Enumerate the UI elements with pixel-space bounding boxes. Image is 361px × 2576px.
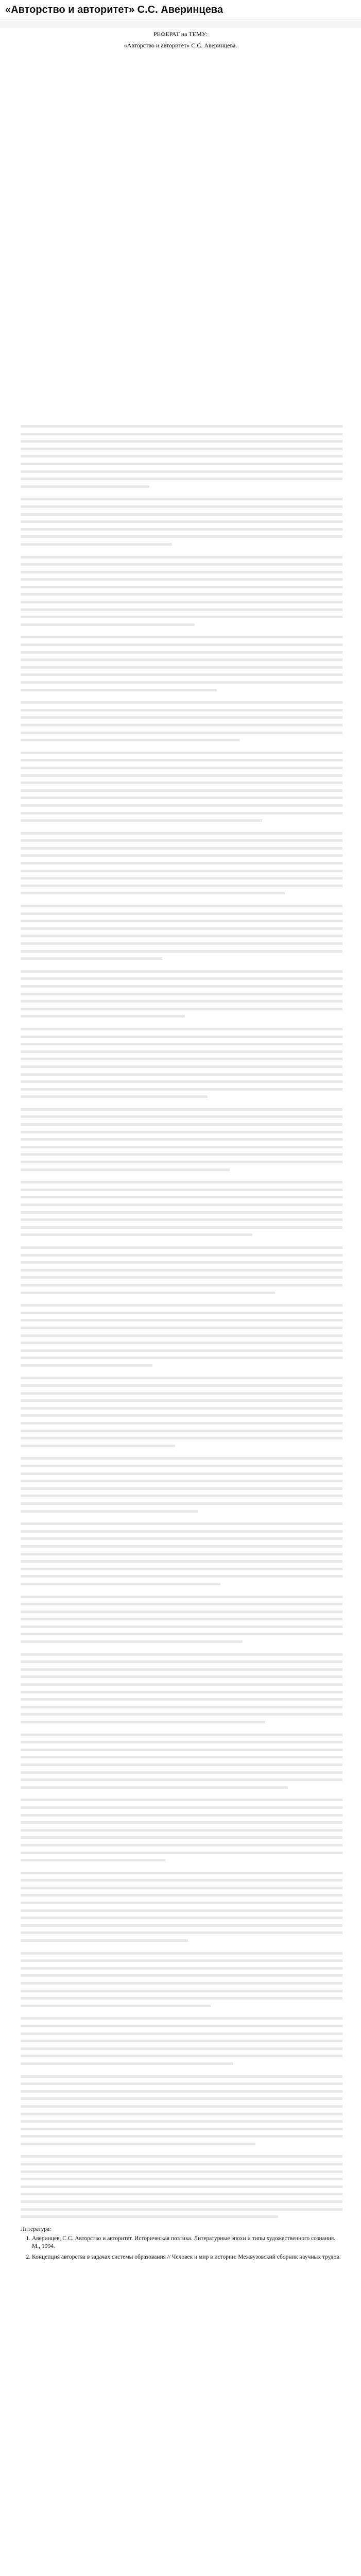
body-line xyxy=(21,1914,342,1922)
body-paragraph xyxy=(21,1731,342,1791)
body-line xyxy=(21,817,262,824)
body-line xyxy=(21,1316,342,1324)
body-line xyxy=(21,649,342,656)
body-line xyxy=(21,1957,342,1964)
body-line xyxy=(21,1354,342,1362)
body-line xyxy=(21,1454,342,1462)
body-line xyxy=(21,598,342,606)
body-line xyxy=(21,1950,342,1957)
body-line xyxy=(21,2168,342,2176)
body-line xyxy=(21,1718,265,1726)
body-line xyxy=(21,1979,342,1987)
body-line xyxy=(21,1055,342,1063)
body-line xyxy=(21,1186,342,1194)
body-line xyxy=(21,1738,342,1746)
body-line xyxy=(21,882,342,890)
body-line xyxy=(21,1143,342,1151)
body-line xyxy=(21,902,342,910)
body-line xyxy=(21,1136,342,1143)
body-line xyxy=(21,1630,342,1638)
body-line xyxy=(21,1251,342,1259)
body-line xyxy=(21,1987,342,1995)
body-paragraph xyxy=(21,1651,342,1726)
body-line xyxy=(21,940,342,947)
body-line xyxy=(21,1543,342,1550)
body-line xyxy=(21,1274,342,1281)
body-line xyxy=(21,641,342,649)
body-line xyxy=(21,889,285,897)
body-line xyxy=(21,714,342,721)
body-paragraph xyxy=(21,1106,342,1173)
body-line xyxy=(21,1507,198,1515)
body-line xyxy=(21,2060,233,2067)
body-paragraph xyxy=(21,1454,342,1515)
body-paragraph xyxy=(21,1178,342,1239)
body-line xyxy=(21,1093,208,1100)
body-line xyxy=(21,1528,342,1535)
body-line xyxy=(21,1025,342,1033)
body-line xyxy=(21,2037,342,2045)
body-line xyxy=(21,664,342,671)
body-line xyxy=(21,621,195,629)
body-line xyxy=(21,445,342,453)
body-line xyxy=(21,2088,342,2095)
body-line xyxy=(21,1891,342,1899)
body-line xyxy=(21,1731,342,1739)
body-line xyxy=(21,2198,342,2206)
body-line xyxy=(21,1929,342,1937)
body-line xyxy=(21,1876,342,1884)
document-body xyxy=(21,422,342,2264)
body-line xyxy=(21,1301,342,1309)
body-line xyxy=(21,975,342,982)
body-line xyxy=(21,1804,342,1811)
body-line xyxy=(21,1374,342,1382)
body-line xyxy=(21,1412,342,1419)
body-line xyxy=(21,452,342,460)
top-band xyxy=(0,21,361,28)
body-line xyxy=(21,809,342,817)
body-line xyxy=(21,1224,342,1231)
body-line xyxy=(21,2213,278,2221)
body-line xyxy=(21,756,342,764)
body-line xyxy=(21,1696,342,1703)
body-line xyxy=(21,1658,342,1666)
body-line xyxy=(21,1811,342,1819)
body-line xyxy=(21,1005,342,1013)
body-line xyxy=(21,1937,188,1944)
body-line xyxy=(21,1434,342,1442)
body-line xyxy=(21,1666,342,1673)
body-line xyxy=(21,1477,342,1485)
body-line xyxy=(21,1841,342,1849)
body-paragraph xyxy=(21,422,342,490)
body-paragraph xyxy=(21,2014,342,2067)
literature-item: 2. Концепция авторства в задачах системы образования // Человек и мир в истории: Межвузовский сборник научных трудов. xyxy=(32,2253,342,2261)
body-line xyxy=(21,947,342,955)
body-line xyxy=(21,656,342,664)
body-paragraph xyxy=(21,633,342,693)
body-paragraph xyxy=(21,2073,342,2148)
body-line xyxy=(21,1397,342,1404)
body-line xyxy=(21,1869,342,1877)
body-paragraph xyxy=(21,1950,342,2010)
body-line xyxy=(21,1389,342,1397)
body-line xyxy=(21,553,342,561)
body-paragraph xyxy=(21,749,342,824)
body-line xyxy=(21,859,342,867)
body-line xyxy=(21,1884,342,1892)
body-paragraph xyxy=(21,1520,342,1587)
body-line xyxy=(21,764,342,772)
body-line xyxy=(21,787,342,794)
body-line xyxy=(21,460,342,468)
body-line xyxy=(21,706,342,714)
body-line xyxy=(21,1500,342,1507)
body-line xyxy=(21,1128,342,1136)
body-line xyxy=(21,1259,342,1266)
body-line xyxy=(21,1071,342,1078)
body-line xyxy=(21,1209,342,1216)
body-line xyxy=(21,533,342,540)
body-line xyxy=(21,837,342,844)
body-line xyxy=(21,917,342,925)
body-line xyxy=(21,1442,175,1450)
body-line xyxy=(21,1427,342,1435)
body-line xyxy=(21,932,342,940)
body-line xyxy=(21,1994,342,2002)
body-line xyxy=(21,1651,342,1658)
literature-item: 1. Аверинцев, С.С. Авторство и авторитет. Историческая поэтика. Литературные эпохи и типы художественного сознания. М., 1994. xyxy=(32,2235,342,2250)
body-line xyxy=(21,990,342,998)
body-line xyxy=(21,1324,342,1332)
body-line xyxy=(21,2103,342,2110)
body-line xyxy=(21,925,342,933)
body-line xyxy=(21,1332,342,1340)
body-line xyxy=(21,475,342,483)
body-paragraph xyxy=(21,968,342,1020)
body-paragraph xyxy=(21,829,342,897)
body-line xyxy=(21,613,342,621)
body-line xyxy=(21,829,342,837)
body-line xyxy=(21,779,342,787)
body-line xyxy=(21,1972,342,1979)
body-paragraph xyxy=(21,2153,342,2220)
body-line xyxy=(21,1565,342,1573)
body-line xyxy=(21,1710,342,1718)
body-line xyxy=(21,802,342,809)
body-paragraph xyxy=(21,1374,342,1449)
body-line xyxy=(21,1178,342,1186)
body-line xyxy=(21,1703,342,1711)
body-line xyxy=(21,1404,342,1412)
body-line xyxy=(21,1266,342,1274)
body-line xyxy=(21,1753,342,1761)
body-line xyxy=(21,1776,342,1784)
body-line xyxy=(21,1608,342,1616)
body-paragraph xyxy=(21,699,342,744)
body-line xyxy=(21,1623,342,1631)
body-line xyxy=(21,2095,342,2103)
body-line xyxy=(21,2002,211,2010)
body-line xyxy=(21,2140,255,2148)
body-line xyxy=(21,1289,275,1297)
body-line xyxy=(21,2110,342,2118)
body-line xyxy=(21,483,149,490)
body-line xyxy=(21,1106,342,1113)
body-line xyxy=(21,874,342,882)
literature-title: Литература: xyxy=(21,2226,51,2232)
literature-list xyxy=(21,2235,342,2261)
body-line xyxy=(21,526,342,533)
body-line xyxy=(21,1201,342,1209)
body-line xyxy=(21,1907,342,1914)
body-line xyxy=(21,633,342,641)
body-line xyxy=(21,955,162,962)
body-line xyxy=(21,1600,342,1608)
body-line xyxy=(21,1012,185,1020)
body-line xyxy=(21,575,342,583)
body-line xyxy=(21,2045,342,2053)
body-line xyxy=(21,561,342,568)
body-line xyxy=(21,1382,342,1389)
body-line xyxy=(21,1086,342,1093)
body-line xyxy=(21,1899,342,1907)
body-line xyxy=(21,1113,342,1121)
body-line xyxy=(21,1121,342,1128)
body-line xyxy=(21,1281,342,1289)
body-line xyxy=(21,852,342,859)
body-line xyxy=(21,1048,342,1056)
body-line xyxy=(21,997,342,1005)
body-line xyxy=(21,721,342,729)
body-line xyxy=(21,422,342,430)
body-line xyxy=(21,699,342,706)
body-line xyxy=(21,495,342,503)
body-line xyxy=(21,772,342,779)
body-line xyxy=(21,1849,342,1857)
body-line xyxy=(21,568,342,576)
report-header xyxy=(0,30,361,49)
body-line xyxy=(21,1761,342,1769)
body-line xyxy=(21,2014,342,2022)
body-line xyxy=(21,1419,342,1427)
body-line xyxy=(21,1158,342,1166)
body-line xyxy=(21,1078,342,1086)
body-line xyxy=(21,2190,342,2198)
body-line xyxy=(21,1819,342,1826)
body-line xyxy=(21,2206,342,2213)
body-paragraph xyxy=(21,1025,342,1100)
body-line xyxy=(21,1193,342,1201)
body-line xyxy=(21,1615,342,1623)
body-line xyxy=(21,968,342,975)
body-line xyxy=(21,2153,342,2160)
body-line xyxy=(21,1688,342,1696)
body-line xyxy=(21,503,342,511)
body-line xyxy=(21,1856,165,1864)
body-line xyxy=(21,910,342,918)
body-line xyxy=(21,468,342,476)
body-line xyxy=(21,2022,342,2030)
body-line xyxy=(21,511,342,518)
body-line xyxy=(21,1150,342,1158)
body-line xyxy=(21,437,342,445)
body-line xyxy=(21,1784,288,1791)
body-line xyxy=(21,583,342,591)
body-line xyxy=(21,1244,342,1251)
body-line xyxy=(21,1826,342,1834)
body-line xyxy=(21,1550,342,1558)
body-line xyxy=(21,679,342,686)
body-paragraph xyxy=(21,1593,342,1646)
body-line xyxy=(21,2052,342,2060)
body-line xyxy=(21,2125,342,2133)
body-line xyxy=(21,1681,342,1688)
body-line xyxy=(21,1309,342,1317)
body-line xyxy=(21,1746,342,1754)
body-line xyxy=(21,2030,342,2038)
body-paragraph xyxy=(21,1796,342,1863)
body-line xyxy=(21,2132,342,2140)
body-line xyxy=(21,2117,342,2125)
body-line xyxy=(21,729,342,737)
body-paragraph xyxy=(21,553,342,629)
body-line xyxy=(21,1673,342,1681)
body-line xyxy=(21,518,342,526)
body-line xyxy=(21,2073,342,2080)
body-line xyxy=(21,794,342,802)
body-line xyxy=(21,1593,342,1601)
body-line xyxy=(21,1362,152,1369)
body-line xyxy=(21,1347,342,1354)
body-line xyxy=(21,1964,342,1972)
body-line xyxy=(21,1063,342,1071)
body-paragraph xyxy=(21,1244,342,1296)
body-line xyxy=(21,606,342,614)
body-line xyxy=(21,1769,342,1776)
body-line xyxy=(21,1166,230,1174)
blank-area xyxy=(0,77,361,412)
body-line xyxy=(21,1040,342,1048)
body-line xyxy=(21,1492,342,1500)
body-line xyxy=(21,1922,342,1929)
body-paragraph xyxy=(21,1301,342,1369)
body-line xyxy=(21,1638,243,1646)
body-line xyxy=(21,430,342,438)
body-paragraph xyxy=(21,1869,342,1944)
body-line xyxy=(21,1033,342,1041)
body-line xyxy=(21,844,342,852)
body-line xyxy=(21,2175,342,2183)
body-line xyxy=(21,1572,342,1580)
body-line xyxy=(21,1216,342,1224)
body-line xyxy=(21,671,342,679)
body-line xyxy=(21,1557,342,1565)
body-line xyxy=(21,2160,342,2168)
body-line xyxy=(21,736,239,744)
body-line xyxy=(21,1796,342,1804)
body-line xyxy=(21,590,342,598)
body-paragraph xyxy=(21,495,342,548)
body-line xyxy=(21,1231,252,1239)
body-line xyxy=(21,1520,342,1528)
report-kind: РЕФЕРАТ на ТЕМУ: xyxy=(153,30,208,38)
body-line xyxy=(21,1462,342,1470)
body-line xyxy=(21,982,342,990)
body-line xyxy=(21,749,342,757)
body-line xyxy=(21,1580,220,1588)
body-line xyxy=(21,1535,342,1543)
body-line xyxy=(21,2080,342,2088)
body-line xyxy=(21,1834,342,1841)
page-title: «Авторство и авторитет» С.С. Аверинцева xyxy=(5,4,223,15)
body-line xyxy=(21,1485,342,1493)
body-line xyxy=(21,686,217,694)
body-line xyxy=(21,2183,342,2191)
body-line xyxy=(21,1470,342,1478)
body-paragraph xyxy=(21,902,342,962)
body-line xyxy=(21,540,172,548)
report-topic: «Авторство и авторитет» С.С. Аверинцева. xyxy=(124,42,237,49)
body-line xyxy=(21,867,342,875)
body-line xyxy=(21,1339,342,1347)
